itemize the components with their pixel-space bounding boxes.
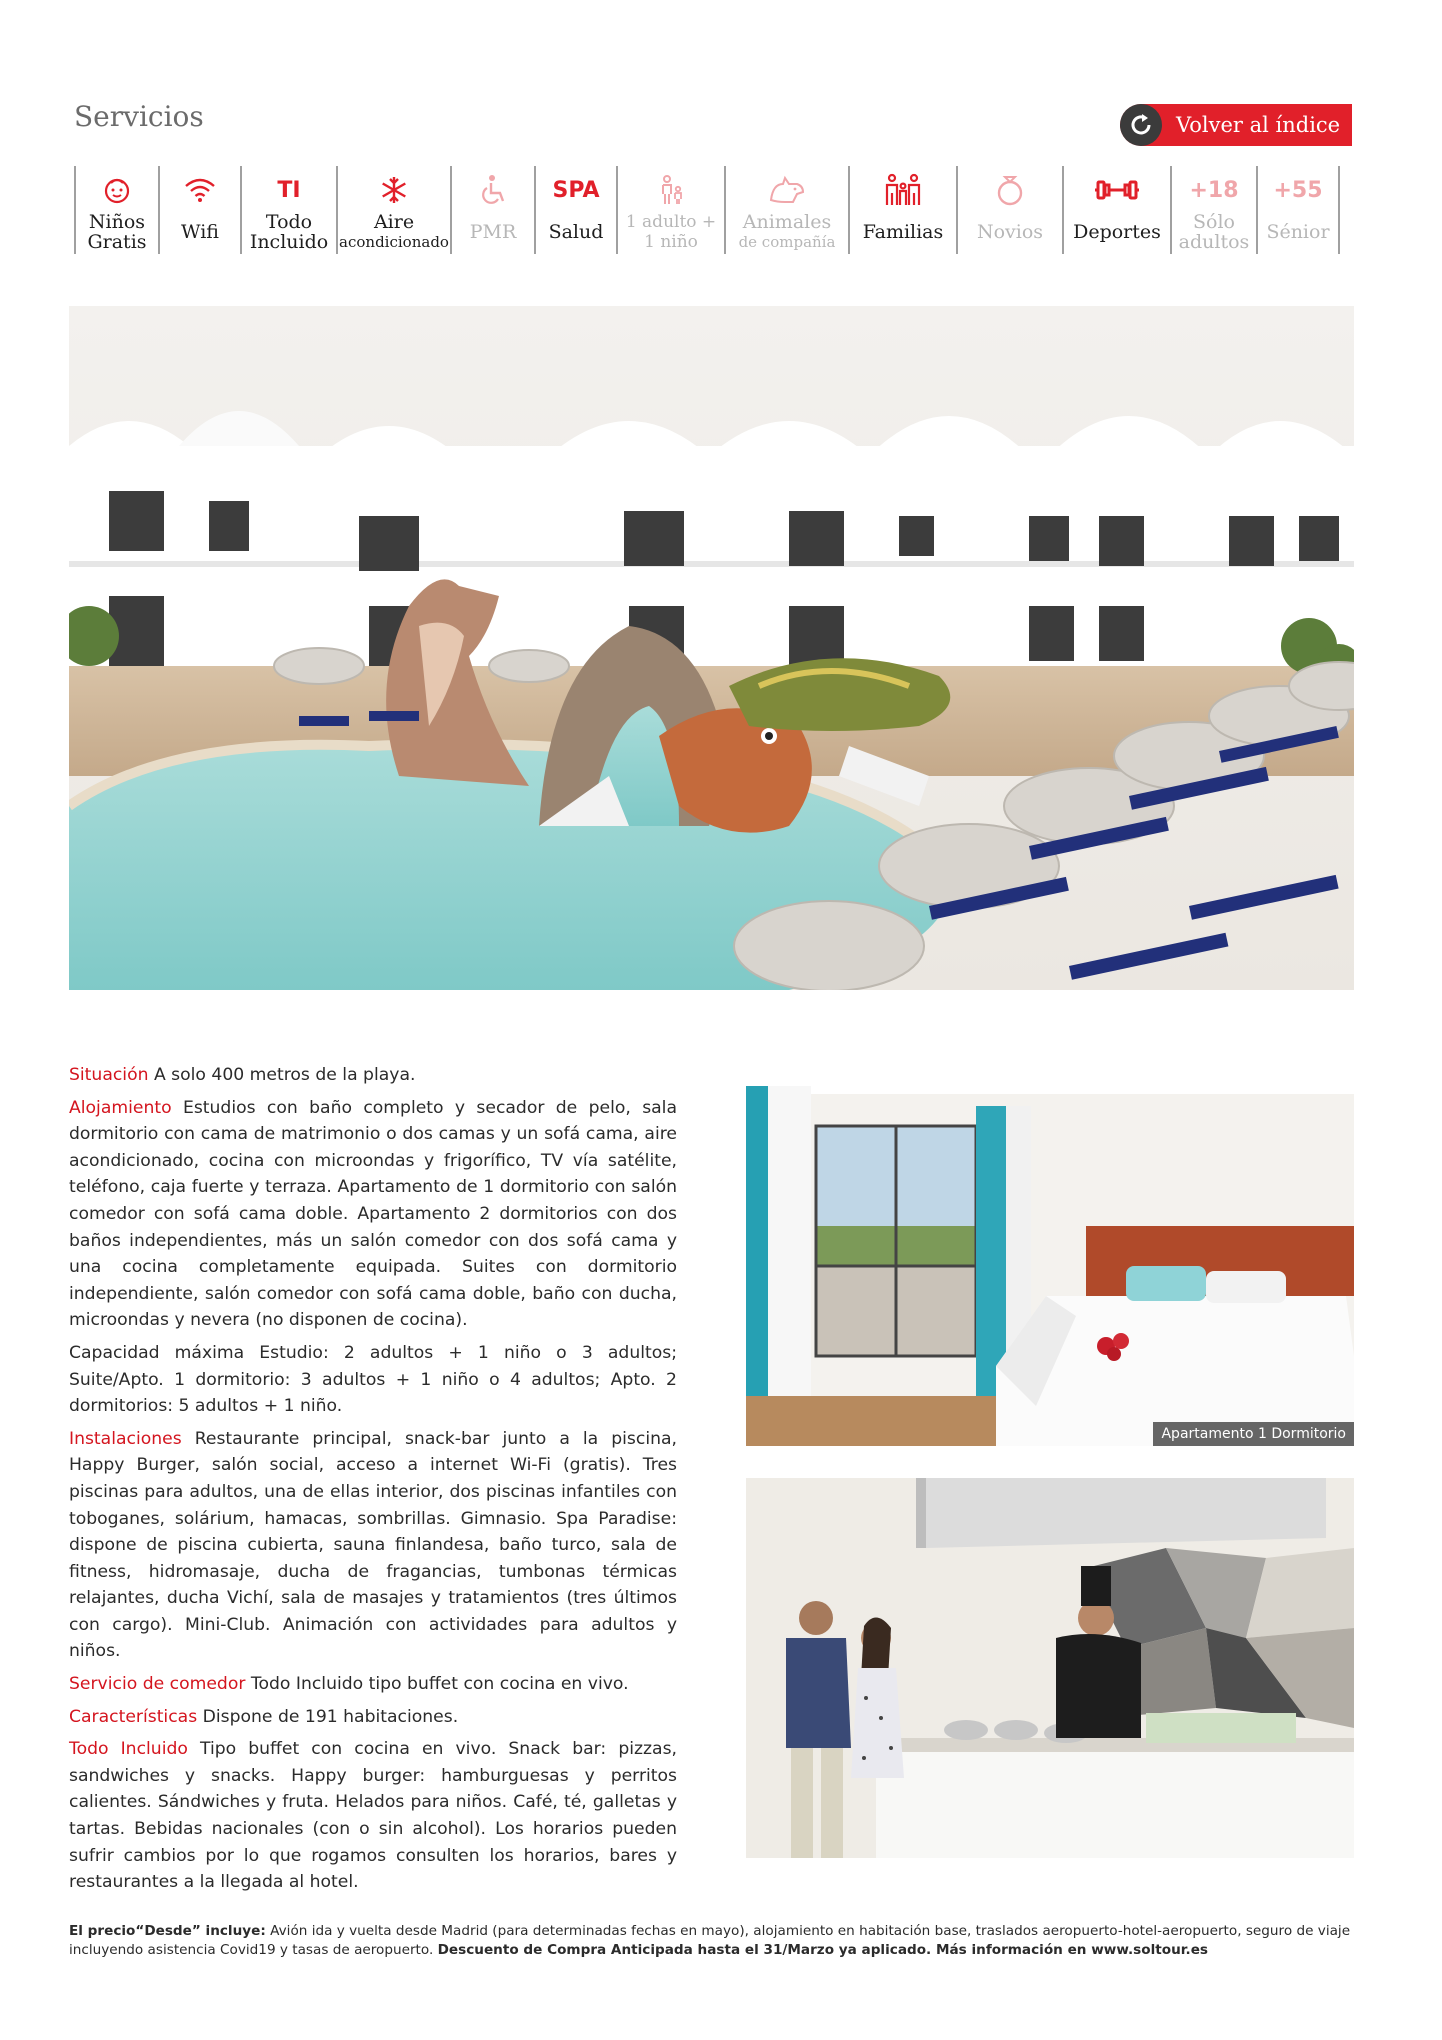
price-footer (69, 1922, 1359, 1960)
services-bar (74, 166, 1360, 254)
wifi-icon (183, 170, 217, 210)
hotel-description (69, 1062, 677, 1902)
capacidad-paragraph: Capacidad máxima Estudio: 2 adultos + 1 niño o 3 adultos; Suite/Apto. 1 dormitorio: 3 adultos + 1 niño o 4 adultos; Apto. 2 dormitorios: 5 adultos + 1 niño. (69, 1342, 677, 1417)
todo-incluido-text: Tipo buffet con cocina en vivo. Snack bar: pizzas, sandwiches y snacks. Happy burger: hamburguesas y perritos calientes. Sándwiches y fruta. Helados para niños. Café, té, galletas y tartas. Bebidas nacionales (con o sin alcohol). Los horarios pueden sufrir cambios por lo que rogamos consulten los horarios, bares y restaurantes a la llegada al hotel. (69, 1739, 677, 1893)
room-photo-caption: Apartamento 1 Dormitorio (1153, 1422, 1354, 1446)
service-familias (848, 166, 956, 254)
back-to-index-label: Volver al índice (1176, 113, 1341, 137)
service-label: Sólo (1193, 211, 1235, 233)
footer-bold-tail: Descuento de Compra Anticipada hasta el 31/Marzo ya aplicado. Más información en www.soltour.es (437, 1942, 1209, 1958)
situacion-key: Situación (69, 1065, 149, 1085)
service-label: Animales (742, 211, 832, 233)
spa-icon: SPA (552, 177, 600, 203)
service-ninos-gratis (74, 166, 158, 254)
ring-icon (995, 170, 1025, 210)
service-label: Incluido (249, 231, 329, 253)
situacion-text: A solo 400 metros de la playa. (148, 1065, 416, 1085)
alojamiento-text: Estudios con baño completo y secador de pelo, sala dormitorio con cama de matrimonio o dos camas y un sofá cama, aire acondicionado, cocina con microondas y frigorífico, TV vía satélite, teléfono, caja fuerte y terraza. Apartamento de 1 dormitorio con salón comedor con sofá cama doble. Apartamento 2 dormitorios con dos baños independientes, más un salón comedor con dos sofá cama y una cocina completamente equipada. Suites con dormitorio independiente, salón comedor con sofá cama doble, baño con ducha, microondas y nevera (no disponen de cocina). (69, 1097, 677, 1331)
service-label: Todo (265, 211, 313, 233)
comedor-key: Servicio de comedor (69, 1674, 246, 1695)
todo-incluido-icon: TI (277, 177, 301, 203)
service-adulto-nino (616, 166, 724, 254)
plus-18-icon: +18 (1189, 177, 1239, 203)
alojamiento-paragraph (69, 1095, 677, 1334)
room-photo (746, 1066, 1354, 1446)
todo-incluido-key: Todo Incluido (69, 1739, 188, 1760)
service-solo-adultos (1170, 166, 1256, 254)
family-icon (883, 170, 923, 210)
service-wifi (158, 166, 240, 254)
snowflake-icon (379, 170, 409, 210)
alojamiento-key: Alojamiento (69, 1097, 172, 1118)
service-deportes (1062, 166, 1170, 254)
child-face-icon (102, 170, 132, 210)
service-label: PMR (469, 221, 517, 243)
caracteristicas-key: Características (69, 1706, 198, 1727)
buffet-photo (746, 1478, 1354, 1858)
service-label: Niños (88, 211, 146, 233)
plus-55-icon: +55 (1273, 177, 1323, 203)
service-label: Novios (976, 221, 1044, 243)
dumbbell-icon (1094, 170, 1140, 210)
adult-child-icon (656, 170, 686, 210)
page-title: Servicios (74, 100, 204, 133)
service-label: Wifi (181, 221, 219, 243)
hotel-pool-photo (69, 306, 1354, 990)
service-animales (724, 166, 848, 254)
caracteristicas-paragraph (69, 1704, 677, 1731)
wheelchair-icon (478, 170, 508, 210)
service-label: Gratis (87, 231, 147, 253)
service-salud (534, 166, 616, 254)
service-label: Aire (373, 211, 415, 233)
service-label: 1 niño (644, 232, 698, 252)
comedor-text: Todo Incluido tipo buffet con cocina en vivo. (245, 1674, 629, 1695)
footer-lead: El precio“Desde” incluye: (69, 1923, 266, 1939)
footer-text: Avión ida y vuelta desde Madrid (para determinadas fechas en mayo), alojamiento en habitación base, traslados aeropuerto-hotel-aeropuerto, seguro de viaje incluyendo asistencia Covid19 y tasas de aeropuerto. (69, 1923, 1351, 1958)
caracteristicas-text: Dispone de 191 habitaciones. (197, 1706, 459, 1727)
instalaciones-text: Restaurante principal, snack-bar junto a la piscina, Happy Burger, salón social, acceso a internet Wi-Fi (gratis). Tres piscinas para adultos, una de ellas interior, dos piscinas infantiles con toboganes, solárium, hamacas, sombrillas. Gimnasio. Spa Paradise: dispone de piscina cubierta, sauna finlandesa, baño turco, sala de fitness, hidromasaje, ducha de fragancias, tumbonas térmicas relajantes, ducha Vichí, sala de masajes y tratamientos (tres últimos con cargo). Mini-Club. Animación con actividades para adultos y niños. (69, 1428, 677, 1662)
service-label: adultos (1178, 231, 1250, 253)
service-label: Familias (862, 221, 944, 243)
service-pmr (450, 166, 534, 254)
service-senior (1256, 166, 1340, 254)
service-label: acondicionado (339, 233, 449, 251)
service-label: Deportes (1073, 221, 1161, 243)
situacion-paragraph (69, 1062, 677, 1089)
back-to-index-button[interactable] (1120, 104, 1352, 146)
refresh-icon (1120, 104, 1162, 146)
service-label: Sénior (1266, 221, 1330, 243)
instalaciones-paragraph (69, 1426, 677, 1665)
todo-incluido-paragraph (69, 1736, 677, 1896)
service-label: Salud (548, 221, 604, 243)
comedor-paragraph (69, 1671, 677, 1698)
instalaciones-key: Instalaciones (69, 1428, 182, 1449)
dog-icon (767, 170, 807, 210)
service-novios (956, 166, 1062, 254)
service-label: 1 adulto + (625, 212, 717, 232)
service-label: de compañía (738, 233, 836, 251)
service-aire-acondicionado (336, 166, 450, 254)
service-todo-incluido (240, 166, 336, 254)
